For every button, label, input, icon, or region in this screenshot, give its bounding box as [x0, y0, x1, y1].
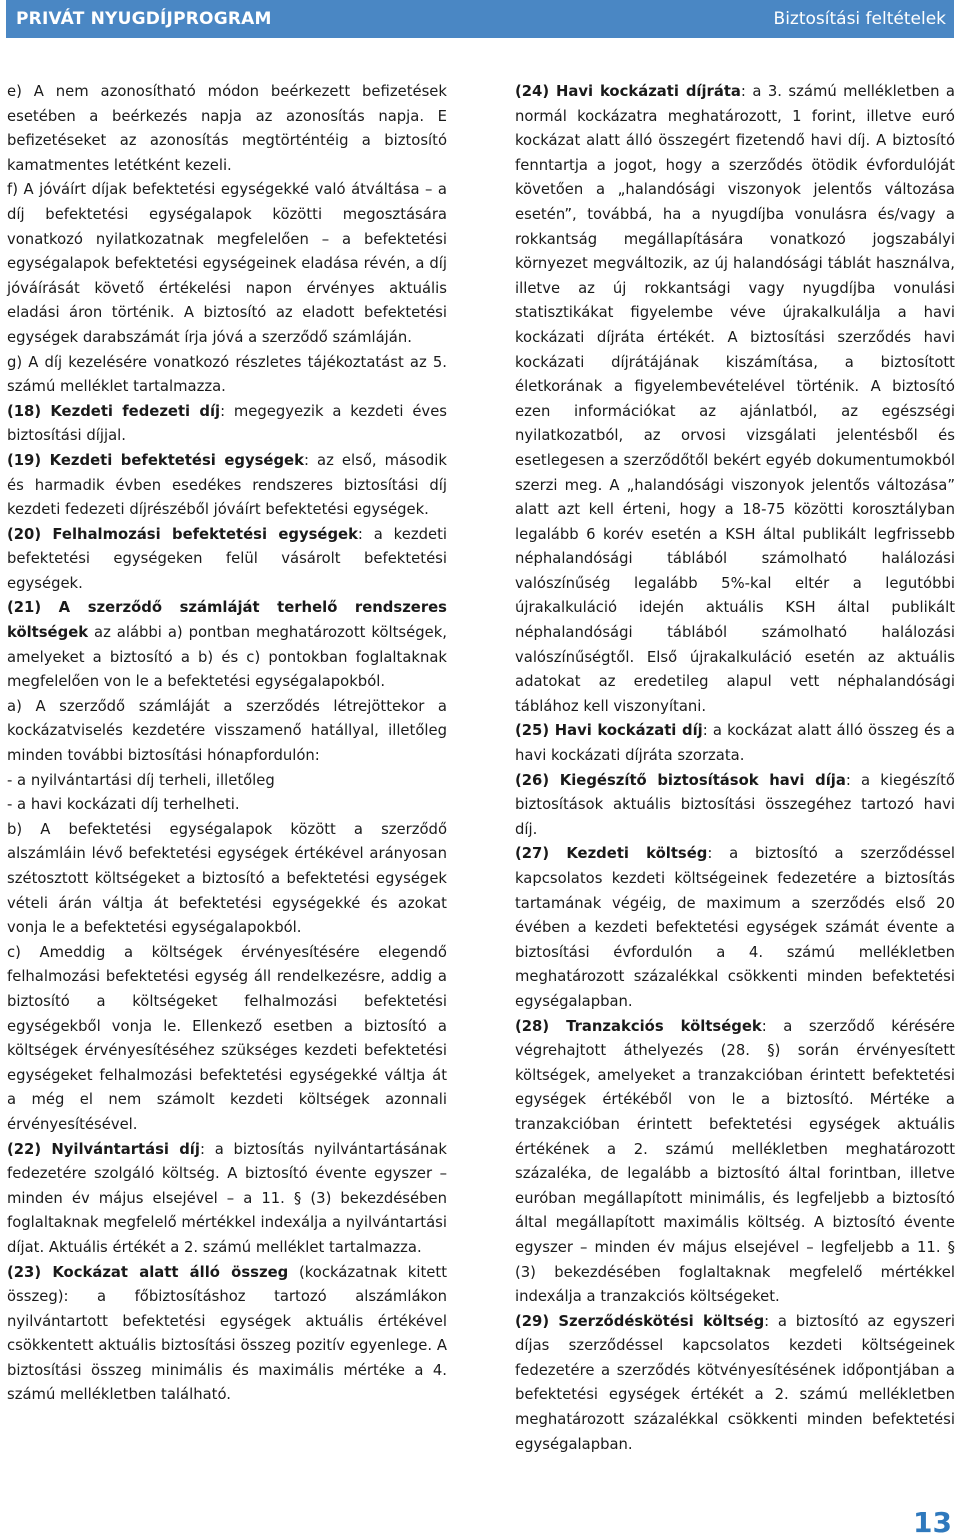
paragraph: (28) Tranzakciós költségek: a szerződő kérésére végrehajtott áthelyezés (28. §) során érvényesített költségek, amelyeket a tranzakcióban érintett befektetési egységek értékéből von le a biztosító. Mértéke a tranzakcióban érintett befektetési egységek aktuális értékének a 2. számú mellékletben meghatározott százaléka, de legalább a biztosító által forintban, illetve euróban megállapított minimális, és legfeljebb a biztosító által megállapított maximális költség. A biztosító évente egyszer – minden év május elsejével – legfeljebb a 11. § (3) bekezdésében foglaltaknak megfelelő mértékkel indexálja a tranzakciós költségeket. [515, 1017, 955, 1306]
program-title: PRIVÁT NYUGDÍJPROGRAM [16, 9, 272, 29]
paragraph: (27) Kezdeti költség: a biztosító a szerződéssel kapcsolatos kezdeti költségeinek fedezetére a biztosítás tartamának végéig, de maximum a szerződés első 20 évében a kezdeti befektetési egységek számát évente a biztosítási évfordulón a 4. számú mellékletben meghatározott százalékkal csökkenti minden befektetési egységalapban. [515, 845, 955, 1010]
paragraph: (20) Felhalmozási befektetési egységek: a kezdeti befektetési egységeken felül vásárolt befektetési egységek. [7, 525, 448, 592]
term-heading: (21) A szerződő számláját terhelő rendszeres költségek [7, 599, 447, 642]
term-heading: (25) Havi kockázati díj [515, 722, 703, 740]
paragraph: (21) A szerződő számláját terhelő rendszeres költségek az alábbi a) pontban meghatározott költségek, amelyeket a biztosító a b) és c) pontokban foglaltaknak megfelelően von le a befektetési egységalapokból. [7, 599, 447, 691]
term-heading: (27) Kezdeti költség [515, 845, 708, 863]
section-title: Biztosítási feltételek [773, 9, 946, 29]
paragraph: (23) Kockázat alatt álló összeg (kockázatnak kitett összeg): a főbiztosításhoz tartozó alszámlákon nyilvántartott befektetési egységek aktuális értékével csökkentett aktuális biztosítási összeg pozitív egyenlege. A biztosítási összeg minimális és maximális mértéke a 4. számú mellékletben található. [7, 1263, 447, 1404]
list-item: - a nyilvántartási díj terheli, illetőleg [7, 771, 275, 789]
paragraph: f) A jóváírt díjak befektetési egységekké való átváltása – a díj befektetési egységalapok közötti megosztására vonatkozó nyilatkozatnak megfelelően – a befektetési egységalapok befektetési egységeinek eladása révén, a díj jóváírását követő értékelési napon érvényes aktuális eladási áron történik. A biztosító az eladott befektetési egységek darabszámát írja jóvá a szerződő számláján. [7, 181, 447, 346]
term-heading: (28) Tranzakciós költségek [515, 1017, 762, 1035]
paragraph: (24) Havi kockázati díjráta: a 3. számú mellékletben a normál kockázatra meghatározott, 1 forint, illetve euró kockázat alatt álló összegért fizetendő havi díj. A biztosító fenntartja a jogot, hogy a szerződés ötödik évfordulóját követően a „halandósági viszonyok jelentős változása esetén”, továbbá, ha a nyugdíjba vonulásra és/vagy a rokkantság megállapítására vonatkozó jogszabályi környezet megváltozik, az új halandósági táblát használva, illetve az új rokkantsági vagy nyugdíjba vonulási statisztikákat figyelembe véve újrakalkulálja a havi kockázati díjráta értékét. A biztosítási szerződés havi kockázati díjrátájának kiszámítása, a biztosított életkorának a figyelembevételével történik. A biztosító ezen információkat az ajánlatból, az egészségi nyilatkozatból, az orvosi vizsgálati jelentésből és esetlegesen a szerződőtől bekért egyéb dokumentumokból szerzi meg. A „halandósági viszonyok jelentős változása” alatt azt kell érteni, hogy a 18-75 közötti korosztályban legalább 6 korév esetén a KSH által publikált legfrissebb néphalandósági táblából számolható halálozási valószínűség legalább 5%-kal eltér a legutóbbi újrakalkuláció idején aktuális KSH által publikált néphalandósági táblából számolható halálozási valószínűségtől. Első újrakalkuláció esetén az aktuális adatokat az eredetileg alapul vett néphalandósági táblához kell viszonyítani. [515, 83, 955, 715]
paragraph: (22) Nyilvántartási díj: a biztosítás nyilvántartásának fedezetére szolgáló költség. A biztosító évente egyszer – minden év május elsejével – a 11. § (3) bekezdésében foglaltaknak megfelelő mértékkel indexálja a nyilvántartási díjat. Aktuális értékét a 2. számú melléklet tartalmazza. [7, 1140, 448, 1256]
term-heading: (26) Kiegészítő biztosítások havi díja [515, 771, 846, 789]
page-number: 13 [913, 1506, 952, 1539]
paragraph: (25) Havi kockázati díj: a kockázat alatt álló összeg és a havi kockázati díjráta szorzata. [515, 722, 955, 765]
list-item: - a havi kockázati díj terhelheti. [7, 796, 240, 814]
left-column [7, 80, 447, 1408]
term-heading: (23) Kockázat alatt álló összeg [7, 1263, 289, 1281]
paragraph: (19) Kezdeti befektetési egységek: az első, második és harmadik évben esedékes rendszeres biztosítási díj kezdeti fedezeti díjrészéből jóváírt befektetési egységek. [7, 451, 447, 519]
term-heading: (29) Szerződéskötési költség [515, 1312, 765, 1330]
term-heading: (18) Kezdeti fedezeti díj [7, 402, 221, 420]
paragraph: (29) Szerződéskötési költség: a biztosító az egyszeri díjas szerződéssel kapcsolatos kezdeti költségeinek fedezetére a szerződés kötvényesítésének időpontjában a befektetési egységek értékét a 2. számú mellékletben meghatározott százalékkal csökkenti minden befektetési egységalapban. [515, 1312, 955, 1453]
header-bar [6, 0, 954, 38]
paragraph: g) A díj kezelésére vonatkozó részletes tájékoztatást az 5. számú melléklet tartalmazza. [7, 353, 447, 396]
right-column [515, 80, 955, 1457]
paragraph: e) A nem azonosítható módon beérkezett befizetések esetében a beérkezés napja az azonosítás napja. E befizetéseket az azonosítás megtörténtéig a biztosító kamatmentes letétként kezeli. [7, 83, 447, 174]
term-heading: (22) Nyilvántartási díj [7, 1140, 200, 1158]
term-heading: (20) Felhalmozási befektetési egységek [7, 525, 358, 543]
term-heading: (24) Havi kockázati díjráta [515, 83, 741, 100]
paragraph: b) A befektetési egységalapok között a szerződő alszámláin lévő befektetési egységek értékével arányosan szétosztott költségeket a biztosító a befektetési egységek vételi árán váltja át befektetési egységekké és azokat vonja le a befektetési egységalapokból. [7, 820, 447, 937]
paragraph: (18) Kezdeti fedezeti díj: megegyezik a kezdeti éves biztosítási díjjal. [7, 402, 448, 445]
paragraph: (26) Kiegészítő biztosítások havi díja: a kiegészítő biztosítások aktuális biztosítási összegéhez tartozó havi díj. [515, 771, 955, 838]
paragraph: a) A szerződő számláját a szerződés létrejöttekor a kockázatviselés kezdetére visszamenő hatállyal, illetőleg minden további biztosítási hónapfordulón: [7, 697, 447, 765]
paragraph: c) Ameddig a költségek érvényesítésére elegendő felhalmozási befektetési egység áll rendelkezésre, addig a biztosító a költségeket felhalmozási befektetési egységekből vonja le. Ellenkező esetben a biztosító a költségek érvényesítéséhez szükséges kezdeti befektetési egységeket felhalmozási befektetési egységekké váltja át a még el nem számolt kezdeti költségek azonnali érvényesítésével. [7, 943, 447, 1133]
term-heading: (19) Kezdeti befektetési egységek [7, 451, 304, 469]
